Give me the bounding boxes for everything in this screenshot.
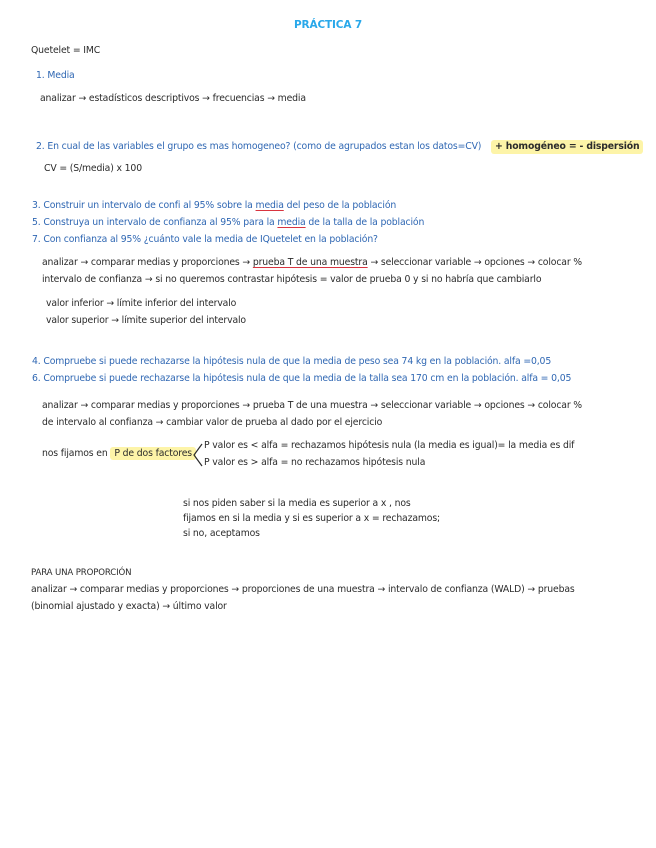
question-6: 6. Compruebe si puede rechazarse la hipótesis nula de que la media de la talla sea 170 cm en la población. alfa = 0,05 — [32, 373, 572, 384]
question-3-underlined: media — [255, 200, 284, 211]
p-value-rule-greater: P valor es > alfa = no rechazamos hipótesis nula — [204, 457, 426, 468]
upper-bound-note: valor superior → límite superior del intervalo — [46, 315, 246, 326]
two-factor-p-highlight: P de dos factores — [110, 447, 196, 460]
p-value-focus — [42, 448, 196, 460]
interval-steps-line-2: intervalo de confianza → si no queremos contrastar hipótesis = valor de prueba 0 y si no habría que cambiarlo — [42, 274, 542, 285]
interval-steps-text-end: → seleccionar variable → opciones → colocar % — [367, 257, 582, 268]
test-steps-line-2: de intervalo al confianza → cambiar valor de prueba al dado por el ejercicio — [42, 417, 383, 428]
section-1-heading: 1. Media — [36, 70, 75, 81]
test-steps-line-1: analizar → comparar medias y proporciones → prueba T de una muestra → seleccionar variable → opciones → colocar % — [42, 400, 582, 411]
section-1-steps: analizar → estadísticos descriptivos → frecuencias → media — [40, 93, 306, 104]
interval-steps-line-1 — [42, 257, 582, 269]
homogeneity-highlight: + homogéneo = - dispersión — [491, 140, 643, 154]
quetelet-definition: Quetelet = IMC — [31, 45, 101, 56]
question-5 — [32, 217, 424, 229]
question-5-text-end: de la talla de la población — [305, 217, 425, 228]
cv-formula: CV = (S/media) x 100 — [44, 163, 142, 174]
question-7: 7. Con confianza al 95% ¿cuánto vale la media de IQuetelet en la población? — [32, 234, 378, 245]
question-5-underlined: media — [277, 217, 306, 228]
question-4: 4. Compruebe si puede rechazarse la hipótesis nula de que la media de peso sea 74 kg en la población. alfa =0,05 — [32, 356, 552, 367]
question-3-text: 3. Construir un intervalo de confi al 95% sobre la — [32, 200, 256, 211]
lower-bound-note: valor inferior → límite inferior del intervalo — [46, 298, 237, 309]
interval-steps-underlined: prueba T de una muestra — [252, 257, 368, 268]
page-title: PRÁCTICA 7 — [294, 19, 362, 31]
proportion-steps-line-2: (binomial ajustado y exacta) → último valor — [31, 601, 227, 612]
question-3 — [32, 200, 396, 212]
p-value-focus-text: nos fijamos en — [42, 448, 111, 459]
question-3-text-end: del peso de la población — [283, 200, 397, 211]
left-angle-bracket — [192, 442, 204, 468]
proportion-steps-line-1: analizar → comparar medias y proporciones → proporciones de una muestra → intervalo de confianza (WALD) → pruebas — [31, 584, 575, 595]
superior-note-line-3: si no, aceptamos — [183, 528, 260, 539]
interval-steps-text: analizar → comparar medias y proporciones → — [42, 257, 253, 268]
proportion-heading: PARA UNA PROPORCIÓN — [31, 568, 132, 578]
question-5-text: 5. Construya un intervalo de confianza al 95% para la — [32, 217, 278, 228]
section-2-question: 2. En cual de las variables el grupo es mas homogeneo? (como de agrupados estan los datos=CV) — [36, 141, 482, 152]
superior-note-line-1: si nos piden saber si la media es superior a x , nos — [183, 498, 411, 509]
superior-note-line-2: fijamos en si la media y si es superior a x = rechazamos; — [183, 513, 441, 524]
p-value-rule-less: P valor es < alfa = rechazamos hipótesis nula (la media es igual)= la media es dif — [204, 440, 575, 451]
